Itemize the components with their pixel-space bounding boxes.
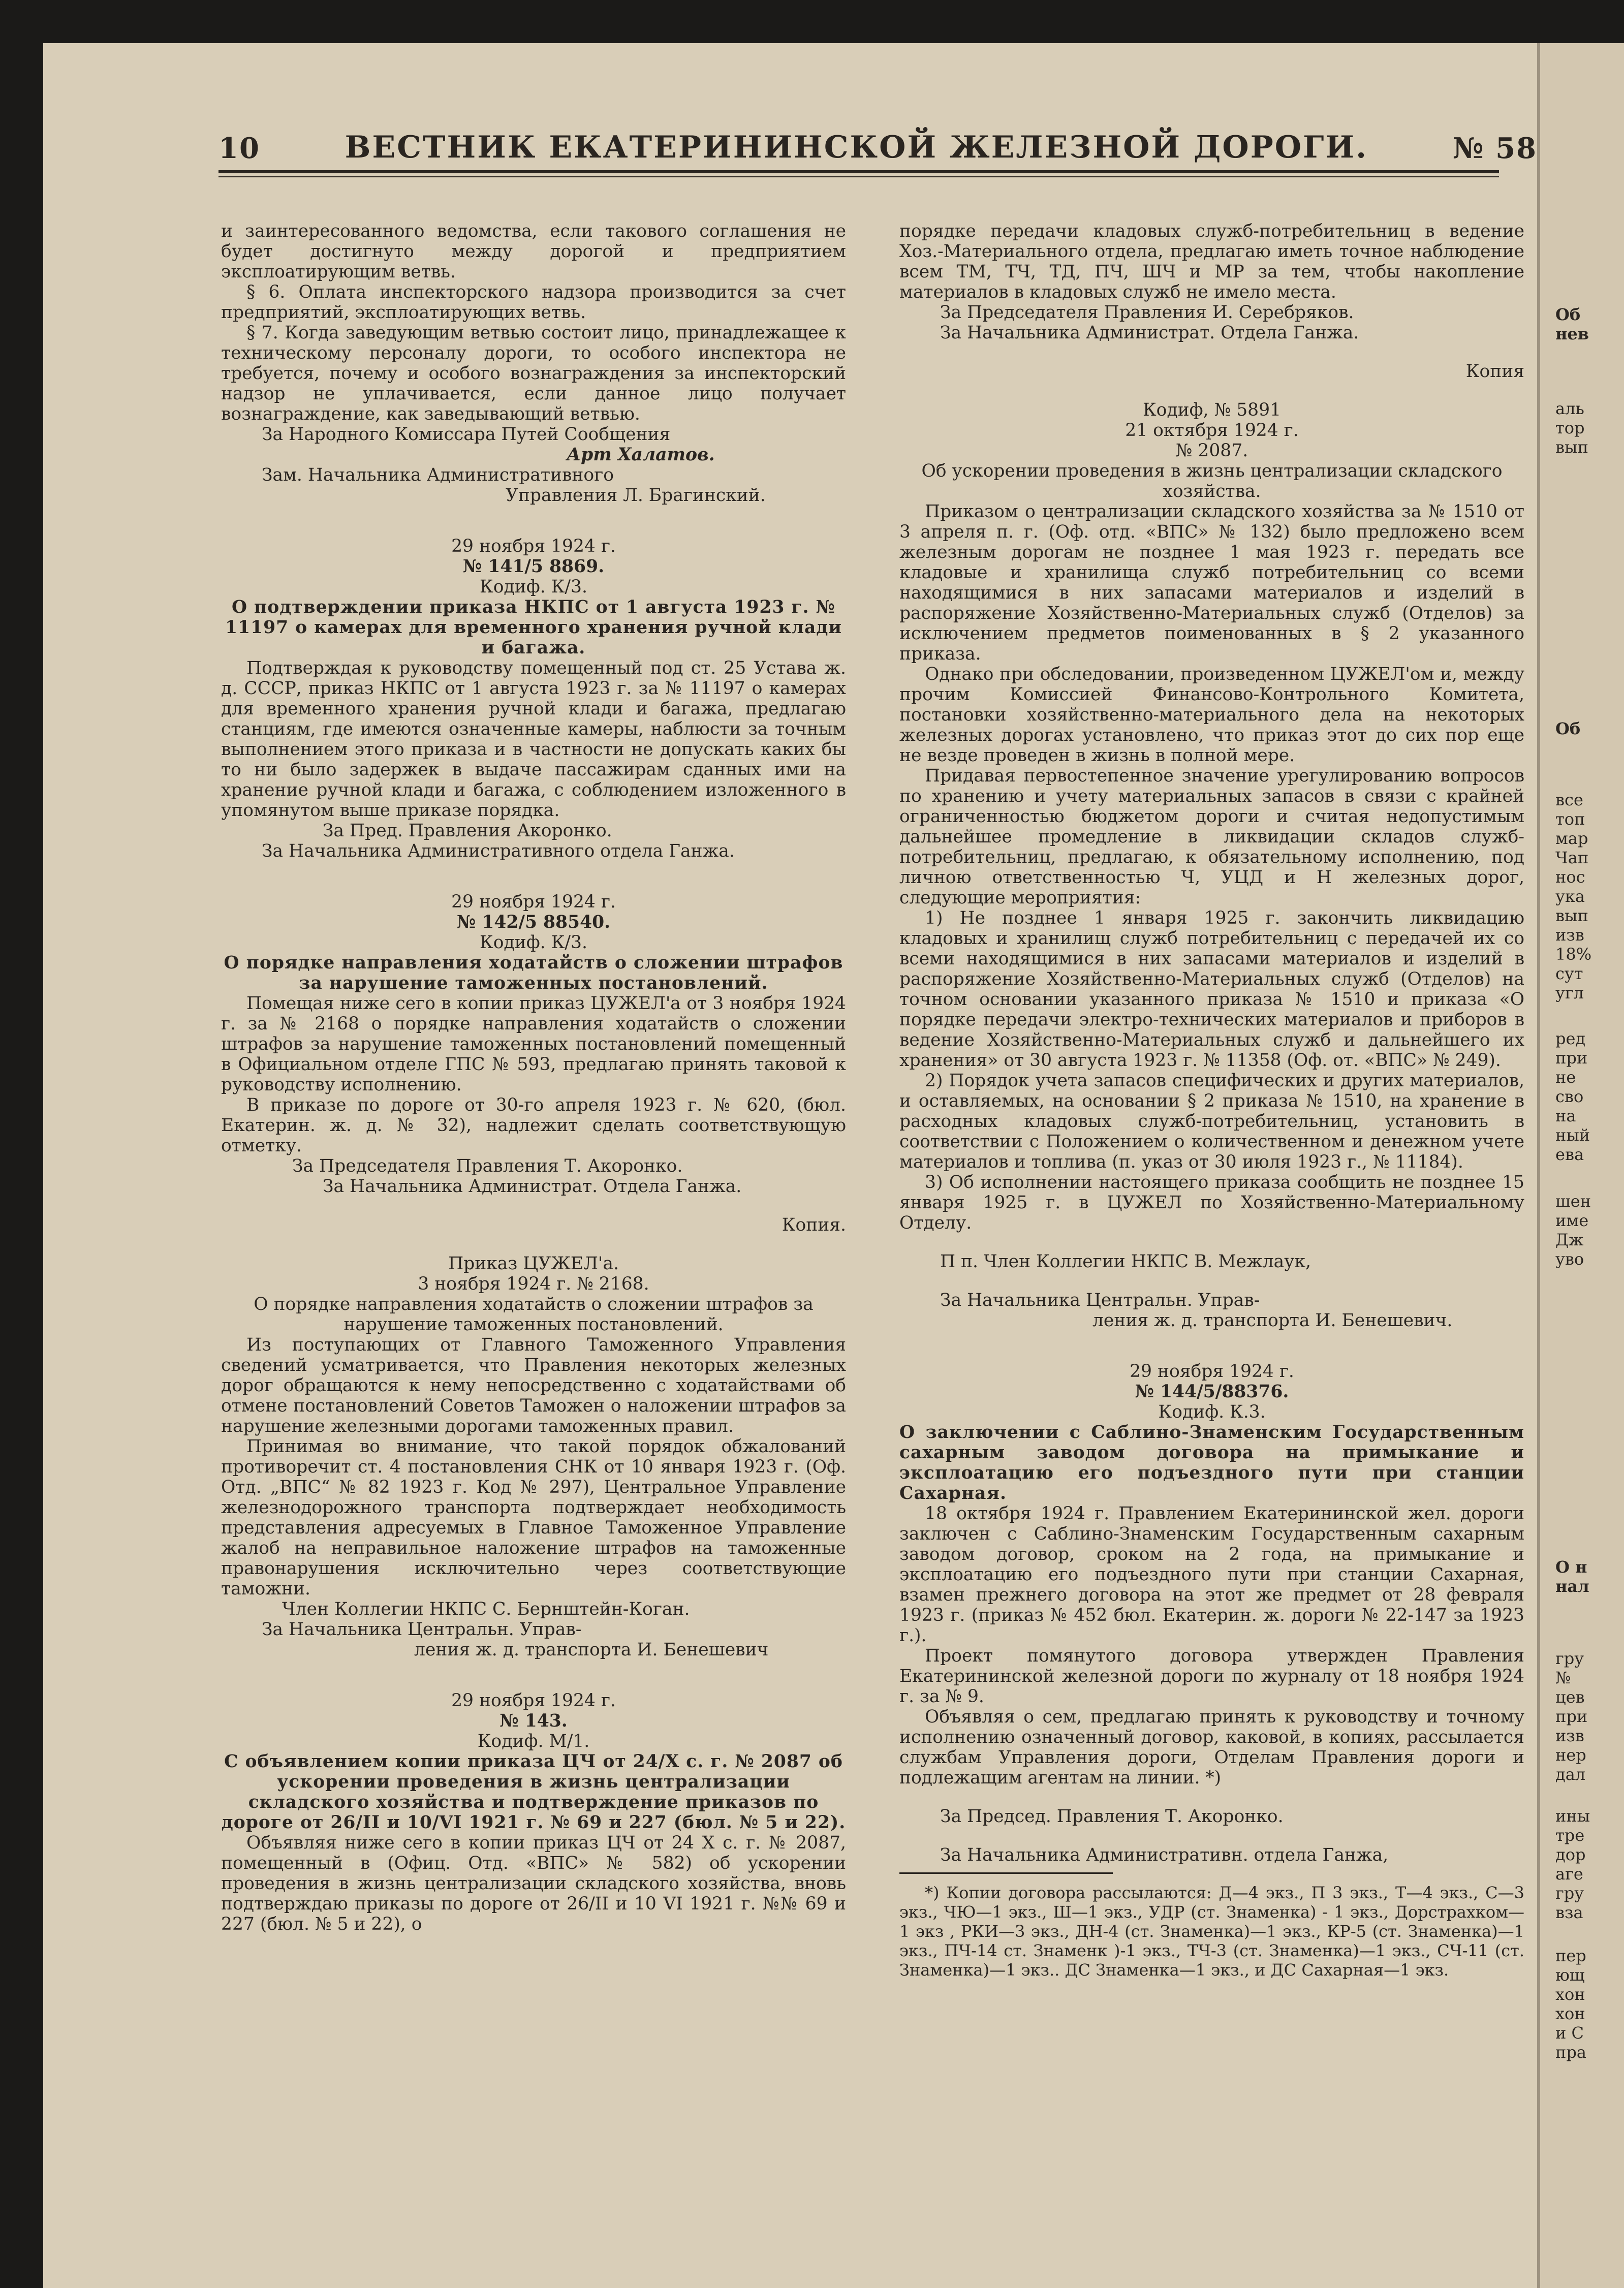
order-subtitle: О порядке направления ходатайств о сложении штрафов за нарушение таможенных постановлений.: [254, 1294, 814, 1335]
signature-line: За Народного Комиссара Путей Сообщения: [262, 424, 671, 445]
paragraph: Из поступающих от Главного Таможенного Управления сведений усматривается, что Правления некоторых железных дорог обращаются к нему непосредственно с ходатайствами об отмене постановлений Советов Таможен о наложении штрафов за нарушение железными дорогами таможенных правил.: [221, 1335, 846, 1436]
fragment-text: на: [1555, 1106, 1576, 1125]
spacer: [899, 382, 1524, 400]
fragment-text: 18%: [1555, 945, 1592, 964]
fragment-text: хон: [1555, 2004, 1585, 2023]
order-date: 21 октября 1924 г.: [1125, 420, 1299, 441]
issue-number: № 58: [1452, 132, 1537, 165]
paragraph: Помещая ниже сего в копии приказ ЦУЖЕЛ'а от 3 ноября 1924 г. за № 2168 о порядке направления ходатайств о сложении штрафов за нарушение таможенных постановлений помещенный в Официальном отделе ГПС № 593, предлагаю принять таковой к руководству исполнению.: [221, 993, 846, 1095]
paragraph: В приказе по дороге от 30-го апреля 1923 г. № 620, (бюл. Екатерин. ж. д. № 32), надлежит сделать соответствующую отметку.: [221, 1095, 846, 1156]
order-title: О подтверждении приказа НКПС от 1 августа 1923 г. № 11197 о камерах для временного хранения ручной клади и багажа.: [225, 597, 842, 658]
fragment-text: нал: [1555, 1577, 1589, 1596]
spacer: [221, 861, 846, 892]
fragment-text: ющ: [1555, 1965, 1585, 1985]
fragment-text: мар: [1555, 829, 1588, 848]
order-subtitle: Об ускорении проведения в жизнь централизации складского хозяйства.: [921, 461, 1503, 502]
order-codification: Кодиф. К/3.: [480, 577, 587, 597]
order-number: № 141/5 8869.: [462, 556, 605, 577]
fragment-text: нос: [1555, 867, 1585, 887]
fragment-text: гру: [1555, 1649, 1584, 1668]
fragment-text: цев: [1555, 1687, 1585, 1707]
journal-title: ВЕСТНИК ЕКАТЕРИНИНСКОЙ ЖЕЛЕЗНОЙ ДОРОГИ.: [345, 130, 1368, 165]
fragment-text: Об: [1555, 719, 1581, 738]
paragraph: Придавая первостепенное значение урегулированию вопросов по хранению и учету материальных запасов в связи с крайней ограниченностью бюджетом дороги и считая недопустимым дальнейшее промедление в ликвидации складов служб-потребительниц, предлагаю, к обязательному исполнению, под личною ответственностью Ч, УЦД и Н железных дорог, следующие мероприятия:: [899, 766, 1524, 908]
fragment-text: топ: [1555, 809, 1585, 829]
fragment-text: тор: [1555, 418, 1585, 437]
fragment-text: име: [1555, 1211, 1589, 1230]
fragment-text: Дж: [1555, 1230, 1584, 1249]
order-date: 29 ноября 1924 г.: [451, 1690, 616, 1711]
paragraph: 1) Не позднее 1 января 1925 г. закончить ликвидацию кладовых и хранилищ служб потребительниц с передачей их со всеми находящимися в них запасами материалов и изделий в распоряжение Хозяйственно-Материальных служб (Отделов) на точном основании указанного приказа № 1510 и приказа «О порядке передачи электро-технических материалов и приборов в ведение Хозяйственно-Материальных служб и дальнейшего их хранения» от 30 августа 1923 г. № 11358 (Оф. от. «ВПС» № 249).: [899, 908, 1524, 1071]
page-header: [218, 109, 1537, 165]
fragment-text: ины: [1555, 1806, 1590, 1826]
fragment-text: вза: [1555, 1903, 1583, 1922]
header-rule-thin: [218, 176, 1499, 177]
fragment-text: угл: [1555, 983, 1584, 1002]
spacer: [899, 1827, 1524, 1845]
paragraph: Приказом о централизации складского хозяйства за № 1510 от 3 апреля п. г. (Оф. отд. «ВПС» № 132) было предложено всем железным дорогам не позднее 1 мая 1923 г. передать все кладовые и хранилища служб потребительниц со всеми находящимися в них запасами материалов и изделий в распоряжение Хозяйственно-Материальных служб (Отделов) за исключением предметов поименованных в § 2 указанного приказа.: [899, 502, 1524, 664]
spacer: [221, 1660, 846, 1690]
spacer: [899, 343, 1524, 361]
order-date: 29 ноября 1924 г.: [451, 892, 616, 912]
paragraph: Объявляя о сем, предлагаю принять к руководству и точному исполнению означенный договор, каковой, в копиях, рассылается службам Управления дороги, Отделам Правления дороги и подлежащим агентам на линии. *): [899, 1707, 1524, 1788]
signature-line: ления ж. д. транспорта И. Бенешевич.: [1092, 1310, 1453, 1331]
fragment-text: вып: [1555, 437, 1588, 457]
copy-label: Копия.: [782, 1215, 846, 1235]
order-number: № 2087.: [1175, 441, 1248, 461]
paragraph: 3) Об исполнении настоящего приказа сообщить не позднее 15 января 1925 г. в ЦУЖЕЛ по Хозяйственно-Материальному Отделу.: [899, 1172, 1524, 1233]
fragment-text: ева: [1555, 1145, 1584, 1164]
order-title: О заключении с Саблино-Знаменским Государственным сахарным заводом договора на примыкание и эксплоатацию его подъездного пути при станции Сахарная.: [899, 1422, 1524, 1503]
paragraph: Объявляя ниже сего в копии приказ ЦЧ от 24 Х с. г. № 2087, помещенный в (Офиц. Отд. «ВПС» № 582) об ускорении проведения в жизнь централизации складского хозяйства, вновь подтверждаю приказы по дороге от 26/II и 10 VI 1921 г. №№ 69 и 227 (бюл. № 5 и 22), о: [221, 1833, 846, 1934]
footnote-rule: [899, 1872, 1113, 1874]
fragment-text: гру: [1555, 1884, 1584, 1903]
fragment-text: сут: [1555, 964, 1583, 983]
fragment-text: и С: [1555, 2023, 1584, 2043]
order-codification: Кодиф, № 5891: [1142, 400, 1282, 420]
fragment-text: пер: [1555, 1946, 1586, 1965]
header-rule-thick: [218, 170, 1499, 173]
signature-line: За Начальника Административного отдела Ганжа.: [262, 841, 735, 861]
section-title: Приказ ЦУЖЕЛ'а.: [448, 1253, 619, 1274]
fragment-text: ука: [1555, 887, 1585, 906]
fragment-text: №: [1555, 1668, 1571, 1687]
fragment-text: вып: [1555, 906, 1588, 925]
order-number: № 144/5/88376.: [1135, 1382, 1289, 1402]
page-number: 10: [218, 132, 260, 165]
order-number: № 142/5 88540.: [456, 912, 611, 932]
signature-line: За Начальника Администрат. Отдела Ганжа.: [940, 323, 1359, 343]
fragment-text: О н: [1555, 1557, 1587, 1577]
signature-line: За Председателя Правления Т. Акоронко.: [292, 1156, 683, 1176]
spacer: [899, 1331, 1524, 1361]
fragment-text: при: [1555, 1707, 1588, 1726]
signature-line: Управления Л. Брагинский.: [506, 485, 766, 506]
order-date: 3 ноября 1924 г. № 2168.: [418, 1274, 649, 1294]
paragraph: § 6. Оплата инспекторского надзора производится за счет предприятий, эксплоатирующих ветвь.: [221, 282, 846, 323]
fragment-text: нев: [1555, 324, 1589, 343]
spacer: [221, 1197, 846, 1215]
signature-line: За Начальника Административн. отдела Ганжа,: [940, 1845, 1389, 1865]
signature-line: ления ж. д. транспорта И. Бенешевич: [414, 1640, 769, 1660]
order-title: О порядке направления ходатайств о сложении штрафов за нарушение таможенных постановлений.: [224, 953, 844, 993]
spacer: [221, 1235, 846, 1253]
newspaper-page: [43, 43, 1537, 2288]
left-column: [221, 221, 846, 1934]
paragraph: и заинтересованного ведомства, если такового соглашения не будет достигнуто между дорогой и предприятием эксплоатирующим ветвь.: [221, 221, 846, 282]
spacer: [899, 1233, 1524, 1251]
spacer: [899, 1788, 1524, 1806]
signature-line: П п. Член Коллегии НКПС В. Межлаук,: [940, 1251, 1311, 1272]
paragraph: 2) Порядок учета запасов специфических и других материалов, и оставляемых, на основании § 2 приказа № 1510, на хранение в расходных кладовых служб-потребительниц, установить в соответствии с Положением о количественном и денежном учете материалов и топлива (п. указ от 30 июля 1923 г., № 11184).: [899, 1071, 1524, 1172]
signature-line: За Начальника Центральн. Управ-: [262, 1619, 582, 1640]
fragment-text: сво: [1555, 1087, 1584, 1106]
fragment-text: нер: [1555, 1745, 1586, 1765]
paragraph: Однако при обследовании, произведенном ЦУЖЕЛ'ом и, между прочим Комиссией Финансово-Контрольного Комитета, постановки хозяйственно-материального дела на некоторых железных дорогах установлено, что приказ этот до сих пор еще не везде проведен в жизнь в полной мере.: [899, 664, 1524, 766]
fragment-text: дал: [1555, 1765, 1586, 1784]
fragment-text: ный: [1555, 1125, 1590, 1145]
next-page-fragment: [1537, 43, 1624, 2288]
order-codification: Кодиф. К/3.: [480, 932, 587, 953]
spacer: [221, 506, 846, 536]
fragment-text: не: [1555, 1068, 1576, 1087]
order-number: № 143.: [499, 1711, 568, 1731]
fragment-text: пра: [1555, 2043, 1586, 2062]
spacer: [899, 1272, 1524, 1290]
fragment-text: изв: [1555, 1726, 1584, 1745]
footnote: *) Копии договора рассылаются: Д—4 экз., П 3 экз., Т—4 экз., С—3 экз., ЧЮ—1 экз., Ш—1 экз., УДР (ст. Знаменка) - 1 экз., Дорстрахком—1 экз , РКИ—3 экз., ДН-4 (ст. Знаменка)—1 экз., КР-5 (ст. Знаменка)—1 экз., ПЧ-14 ст. Знаменк )-1 экз., ТЧ-3 (ст. Знаменка)—1 экз., СЧ-11 (ст. Знаменка)—1 экз.. ДС Знаменка—1 экз., и ДС Сахарная—1 экз.: [899, 1883, 1524, 1980]
copy-label: Копия: [1465, 361, 1524, 382]
fragment-text: Об: [1555, 305, 1581, 324]
order-codification: Кодиф. К.3.: [1158, 1402, 1266, 1422]
signature-line: За Председателя Правления И. Серебряков.: [940, 302, 1354, 323]
signature-line: За Пред. Правления Акоронко.: [323, 821, 612, 841]
fragment-text: уво: [1555, 1249, 1584, 1269]
paragraph: Подтверждая к руководству помещенный под ст. 25 Устава ж. д. СССР, приказ НКПС от 1 августа 1923 г. за № 11197 о камерах для временного хранения ручной клади и багажа, предлагаю станциям, где имеются означенные камеры, наблюсти за точным выполнением этого приказа и в частности не допускать каких бы то ни было задержек в выдаче пассажирам сданных ими на хранение ручной клади и багажа, с соблюдением изложенного в упомянутом выше приказе порядка.: [221, 658, 846, 821]
paragraph: Проект помянутого договора утвержден Правления Екатерининской железной дороги по журналу от 18 ноября 1924 г. за № 9.: [899, 1646, 1524, 1707]
order-codification: Кодиф. М/1.: [477, 1731, 590, 1751]
order-date: 29 ноября 1924 г.: [451, 536, 616, 556]
fragment-text: при: [1555, 1048, 1588, 1068]
signature-line: Зам. Начальника Административного: [262, 465, 614, 485]
fragment-text: хон: [1555, 1985, 1585, 2004]
fragment-text: изв: [1555, 925, 1584, 945]
fragment-text: все: [1555, 790, 1583, 809]
fragment-text: Чап: [1555, 848, 1589, 867]
fragment-text: аге: [1555, 1864, 1583, 1884]
signature-line: За Начальника Администрат. Отдела Ганжа.: [323, 1176, 742, 1197]
order-title: С объявлением копии приказа ЦЧ от 24/Х с. г. № 2087 об ускорении проведения в жизнь централизации складского хозяйства и подтверждение приказов по дороге от 26/II и 10/VI 1921 г. № 69 и 227 (бюл. № 5 и 22).: [221, 1751, 846, 1833]
fragment-text: дор: [1555, 1845, 1586, 1864]
right-column: [899, 221, 1524, 1980]
paragraph: порядке передачи кладовых служб-потребительниц в ведение Хоз.-Материального отдела, предлагаю иметь точное наблюдение всем ТМ, ТЧ, ТД, ПЧ, ШЧ и МР за тем, чтобы накопление материалов в кладовых служб не имело места.: [899, 221, 1524, 302]
paragraph: 18 октября 1924 г. Правлением Екатерининской жел. дороги заключен с Саблино-Знаменским Государственным сахарным заводом договор, сроком на 2 года, на примыкание и эксплоатацию его подъездного пути при станции Сахарная, взамен прежнего договора на этот же предмет от 28 февраля 1923 г. (приказ № 452 бюл. Екатерин. ж. дороги № 22-147 за 1923 г.).: [899, 1503, 1524, 1646]
fragment-text: аль: [1555, 399, 1584, 418]
signature-line: Член Коллегии НКПС С. Бернштейн-Коган.: [282, 1599, 690, 1619]
paragraph: Принимая во внимание, что такой порядок обжалований противоречит ст. 4 постановления СНК от 10 января 1923 г. (Оф. Отд. „ВПС“ № 82 1923 г. Код № 297), Центральное Управление железнодорожного транспорта подтверждает необходимость представления адресуемых в Главное Таможенное Управление жалоб на неправильное наложение штрафов на таможенные правонарушения исключительно через соответствующие таможни.: [221, 1436, 846, 1599]
fragment-text: ред: [1555, 1029, 1586, 1048]
fragment-text: шен: [1555, 1192, 1591, 1211]
order-date: 29 ноября 1924 г.: [1130, 1361, 1294, 1382]
fragment-text: тре: [1555, 1826, 1585, 1845]
signature-line: За Начальника Центральн. Управ-: [940, 1290, 1260, 1310]
paragraph: § 7. Когда заведующим ветвью состоит лицо, принадлежащее к техническому персоналу дороги, то особого инспектора не требуется, почему и особого вознаграждения за инспекторский надзор не уплачивается, если данное лицо получает вознаграждение, как заведывающий ветвью.: [221, 323, 846, 424]
signature-name: Арт Халатов.: [567, 445, 715, 465]
signature-line: За Председ. Правления Т. Акоронко.: [940, 1806, 1284, 1827]
